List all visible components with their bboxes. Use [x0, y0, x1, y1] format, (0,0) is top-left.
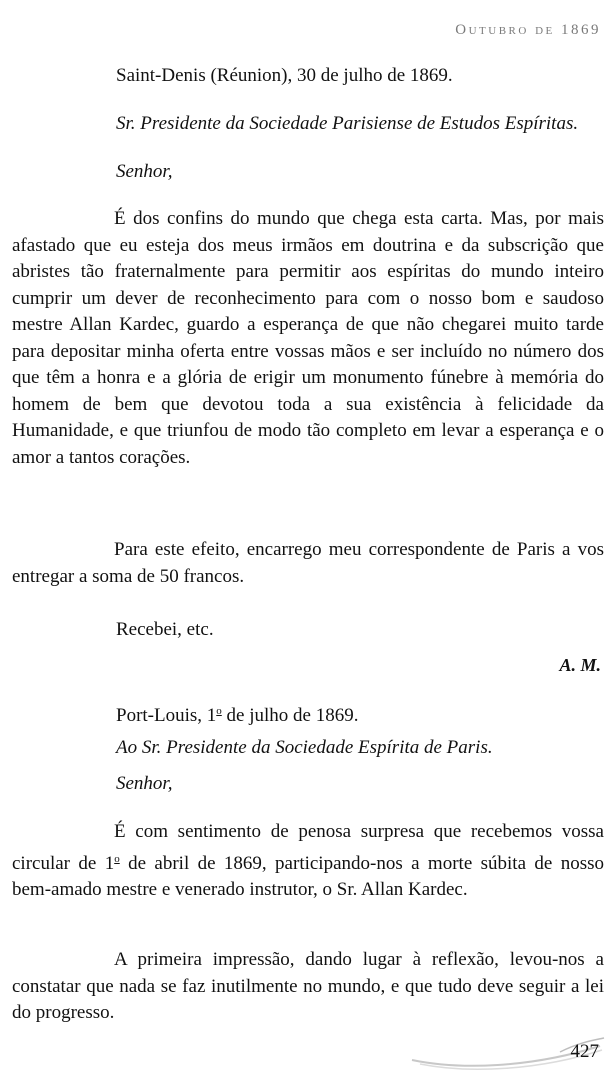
letter2-body-2 [12, 947, 604, 1027]
letter2-salutation: Senhor, [116, 773, 173, 794]
letter1-paragraph-2: Para este efeito, encarrego meu correspondente de Paris a vos entregar a soma de 50 francos. [12, 539, 604, 587]
letter1-place-date: Saint-Denis (Réunion), 30 de julho de 1869. [116, 65, 453, 86]
page-number: 427 [570, 1041, 599, 1062]
letter2-paragraph-2: A primeira impressão, dando lugar à reflexão, levou-nos a constatar que nada se faz inutilmente no mundo, e que tudo deve seguir a lei do progresso. [12, 949, 604, 1023]
letter1-body-2 [12, 537, 604, 590]
letter1-signature: A. M. [559, 655, 601, 675]
letter2-place-date: Port-Louis, 1$^o$ de julho de 1869. [116, 705, 359, 726]
letter1-closing: Recebei, etc. [116, 619, 214, 640]
letter1-body [12, 206, 604, 471]
letter1-salutation: Senhor, [116, 161, 173, 182]
letter2-paragraph-1: É com sentimento de penosa surpresa que recebemos vossa circular de 1$^o$ de abril de 1869, participando-nos a morte súbita de nosso bem-amado mestre e venerado instrutor, o Sr. Allan Kardec. [12, 821, 604, 900]
letter2-body [12, 819, 604, 904]
letter2-addressee: Ao Sr. Presidente da Sociedade Espírita de Paris. [116, 737, 493, 758]
running-head: Outubro de 1869 [455, 22, 601, 38]
letter1-addressee: Sr. Presidente da Sociedade Parisiense de Estudos Espíritas. [116, 113, 579, 134]
letter1-paragraph-1: É dos confins do mundo que chega esta carta. Mas, por mais afastado que eu esteja dos meus irmãos em doutrina e da subscrição que abristes tão fraternalmente para permitir aos espíritas do mundo inteiro cumprir um dever de reconhecimento para com o nosso bom e saudoso mestre Allan Kardec, guardo a esperança de que não chegarei muito tarde para depositar minha oferta entre vossas mãos e ser incluído no número dos que têm a honra e a glória de erigir um monumento fúnebre à memória do homem de bem que devotou toda a sua existência à felicidade da Humanidade, e que triunfou de modo tão completo em levar a esperança e o amor a tantos corações. [12, 208, 604, 468]
